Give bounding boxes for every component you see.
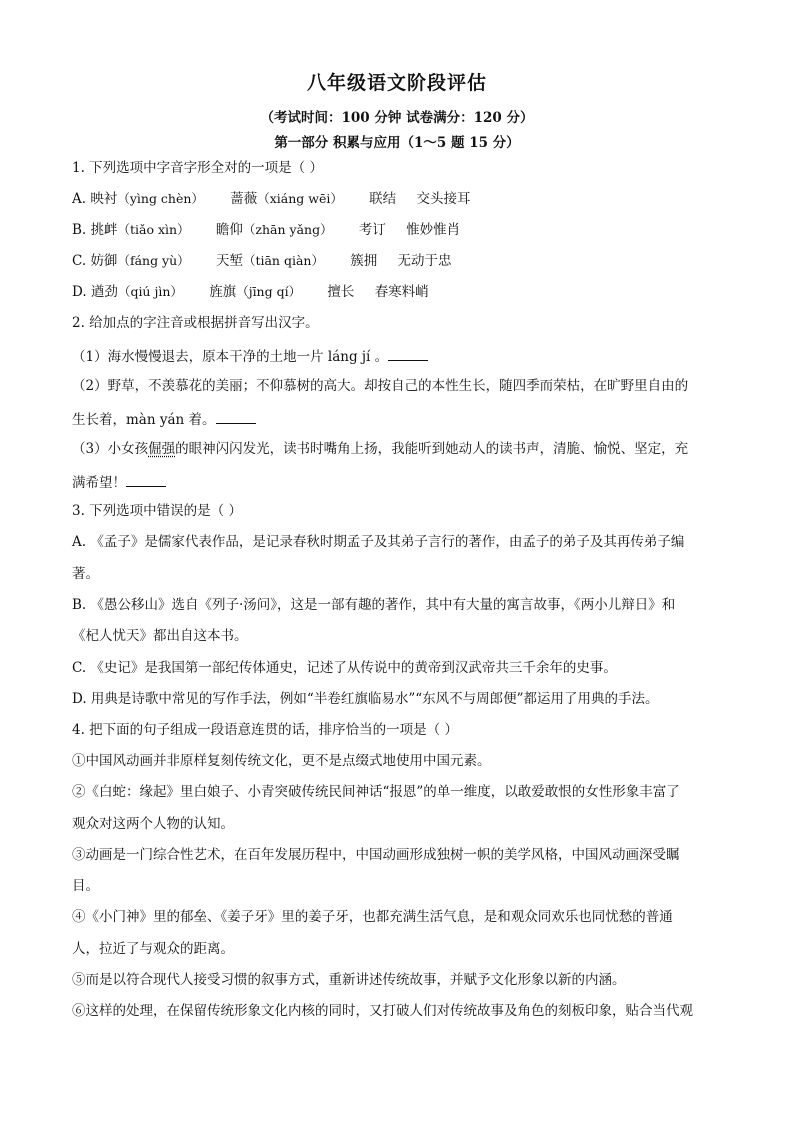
answer-blank[interactable] [388, 346, 428, 361]
q1-option-d[interactable] [72, 283, 722, 301]
q4-sentence-4: ④《小门神》里的郁垒、《姜子牙》里的姜子牙，也都充满生活气息，是和观众同欢乐也同忧愁的普通 [72, 909, 673, 925]
exam-info: （考试时间：100 分钟 试卷满分：120 分） [260, 110, 534, 126]
pinyin: （zhān yǎng） [242, 222, 333, 237]
q3-option-a-cont: 著。 [72, 566, 99, 582]
q2-sentence-3-cont: 满希望！ [72, 472, 722, 492]
word: 惟妙惟肖 [406, 222, 461, 238]
q4-stem: 4. 把下面的句子组成一段语意连贯的话，排序恰当的一项是（ ） [72, 722, 458, 738]
q4-sentence-5: ⑤而是以符合现代人接受习惯的叙事方式，重新讲述传统故事，并赋予文化形象以新的内涵。 [72, 972, 626, 988]
pinyin: （tiǎo xìn） [117, 222, 190, 237]
option-label: B. [72, 222, 87, 238]
pinyin: （qiú jìn） [117, 284, 183, 299]
word: 考订 [358, 222, 386, 238]
word: 交头接耳 [416, 191, 471, 207]
q3-option-b[interactable]: B. 《愚公移山》选自《列子·汤问》，这是一部有趣的著作，其中有大量的寓言故事，《两小儿辩日》和 [72, 597, 676, 613]
word: 无动于忠 [397, 253, 452, 269]
q3-option-d[interactable]: D. 用典是诗歌中常见的写作手法，例如“半卷红旗临易水”“东风不与周郎便”都运用了用典的手法。 [72, 691, 659, 707]
q4-sentence-3: ③动画是一门综合性艺术，在百年发展历程中，中国动画形成独树一帜的美学风格，中国风动画深受瞩 [72, 847, 680, 863]
answer-blank[interactable] [126, 472, 166, 487]
pinyin: （yìng chèn） [117, 191, 204, 206]
option-label: D. [72, 284, 87, 300]
word: 春寒料峭 [374, 284, 429, 300]
q3-option-b-cont: 《杞人忧天》都出自这本书。 [72, 628, 248, 644]
pinyin: （jīng qí） [236, 284, 302, 299]
pinyin: （tiān qiàn） [242, 253, 324, 268]
q4-sentence-2-cont: 观众对这两个人物的认知。 [72, 816, 234, 832]
word: 擅长 [327, 284, 355, 300]
q3-option-c[interactable]: C. 《史记》是我国第一部纪传体通史，记述了从传说中的黄帝到汉武帝共三千余年的史事。 [72, 660, 617, 676]
word: 联结 [369, 191, 397, 207]
word: 天堑 [215, 253, 243, 269]
answer-blank[interactable] [216, 409, 256, 424]
page-title: 八年级语文阶段评估 [306, 72, 487, 94]
q3-option-a[interactable]: A. 《孟子》是儒家代表作品，是记录春秋时期孟子及其弟子言行的著作，由孟子的弟子及其再传弟子编 [72, 534, 685, 550]
option-label: C. [72, 253, 87, 269]
word: 妨御 [90, 253, 118, 269]
q1-stem: 1. 下列选项中字音字形全对的一项是（ ） [72, 160, 323, 176]
q1-option-c[interactable] [72, 252, 722, 270]
word: 映衬 [90, 191, 118, 207]
q2-sentence-2: （2）野草，不羡慕花的美丽；不仰慕树的高大。却按自己的本性生长，随四季而荣枯，在旷野里自由的 [72, 378, 689, 394]
word: 簇拥 [350, 253, 378, 269]
word: 遒劲 [90, 284, 118, 300]
q4-sentence-2: ②《白蛇：缘起》里白娘子、小青突破传统民间神话“报恩”的单一维度，以敢爱敢恨的女性形象丰富了 [72, 784, 680, 800]
q2-sentence-1: （1）海水慢慢退去，原本干净的土地一片 láng jí 。 [72, 346, 722, 366]
word: 挑衅 [90, 222, 118, 238]
option-label: A. [72, 191, 87, 207]
word: 蔷薇 [230, 191, 258, 207]
pinyin: （xiáng wēi） [257, 191, 343, 206]
q2-stem: 2. 给加点的字注音或根据拼音写出汉字。 [72, 315, 319, 331]
word: 旌旗 [209, 284, 237, 300]
q4-sentence-4-cont: 人，拉近了与观众的距离。 [72, 941, 234, 957]
word: 瞻仰 [215, 222, 243, 238]
q4-sentence-6: ⑥这样的处理，在保留传统形象文化内核的同时，又打破人们对传统故事及角色的刻板印象，贴合当代观 [72, 1003, 693, 1019]
section-heading: 第一部分 积累与应用（1～5 题 15 分） [274, 135, 520, 151]
q4-sentence-3-cont: 目。 [72, 878, 99, 894]
q1-option-a[interactable] [72, 190, 722, 208]
pinyin: （fáng yù） [117, 253, 190, 268]
q2-sentence-2-cont: 生长着，màn yán 着。 [72, 409, 722, 429]
dotted-characters: 倔强 [148, 441, 176, 457]
q2-sentence-3: （3）小女孩倔强的眼神闪闪发光，读书时嘴角上扬，我能听到她动人的读书声，清脆、愉悦、坚定，充 [72, 441, 689, 457]
q3-stem: 3. 下列选项中错误的是（ ） [72, 503, 242, 519]
q1-option-b[interactable] [72, 221, 722, 239]
q4-sentence-1: ①中国风动画并非原样复刻传统文化，更不是点缀式地使用中国元素。 [72, 753, 491, 769]
